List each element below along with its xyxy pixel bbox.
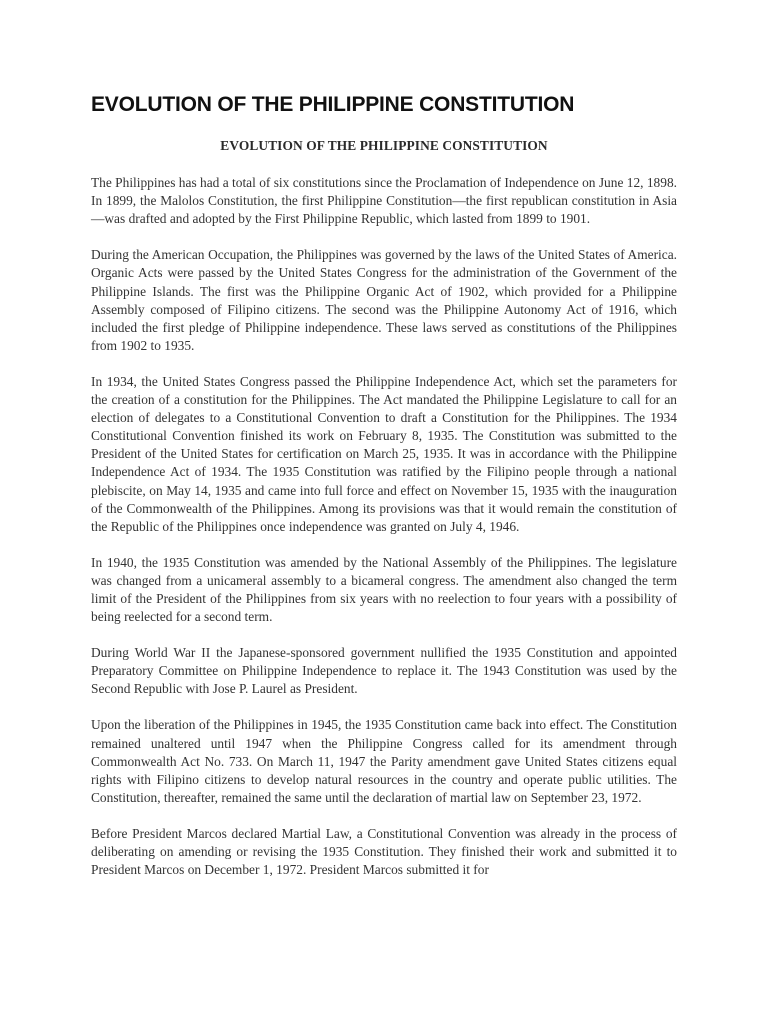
paragraph-5: During World War II the Japanese-sponsored government nullified the 1935 Constitution and appointed Preparatory Committee on Philippine Independence to replace it. The 1943 Constitution was used by the Second Republic with Jose P. Laurel as President. xyxy=(91,645,677,697)
document-subtitle: EVOLUTION OF THE PHILIPPINE CONSTITUTION xyxy=(220,138,548,153)
document-title: EVOLUTION OF THE PHILIPPINE CONSTITUTION xyxy=(91,93,575,116)
paragraph-6: Upon the liberation of the Philippines in 1945, the 1935 Constitution came back into effect. The Constitution remained unaltered until 1947 when the Philippine Congress called for its amendment through Commonwealth Act No. 733. On March 11, 1947 the Parity amendment gave United States citizens equal rights with Filipino citizens to develop natural resources in the country and operate public utilities. The Constitution, thereafter, remained the same until the declaration of martial law on September 23, 1972. xyxy=(91,717,677,805)
paragraph-2: During the American Occupation, the Philippines was governed by the laws of the United States of America. Organic Acts were passed by the United States Congress for the administration of the Government of the Philippine Islands. The first was the Philippine Organic Act of 1902, which provided for a Philippine Assembly composed of Filipino citizens. The second was the Philippine Autonomy Act of 1916, which included the first pledge of Philippine independence. These laws served as constitutions of the Philippines from 1902 to 1935. xyxy=(91,247,677,353)
paragraph-1: The Philippines has had a total of six constitutions since the Proclamation of Independence on June 12, 1898. In 1899, the Malolos Constitution, the first Philippine Constitution—the first republican constitution in Asia—was drafted and adopted by the First Philippine Republic, which lasted from 1899 to 1901. xyxy=(91,175,677,227)
document-body xyxy=(91,137,677,897)
paragraph-4: In 1940, the 1935 Constitution was amended by the National Assembly of the Philippines. The legislature was changed from a unicameral assembly to a bicameral congress. The amendment also changed the term limit of the President of the Philippines from six years with no reelection to four years with a possibility of being reelected for a second term. xyxy=(91,554,677,625)
paragraph-7: Before President Marcos declared Martial Law, a Constitutional Convention was already in the process of deliberating on amending or revising the 1935 Constitution. They finished their work and submitted it to President Marcos on December 1, 1972. President Marcos submitted it for xyxy=(91,825,677,878)
paragraph-3: In 1934, the United States Congress passed the Philippine Independence Act, which set the parameters for the creation of a constitution for the Philippines. The Act mandated the Philippine Legislature to call for an election of delegates to a Constitutional Convention to draft a Constitution for the Philippines. The 1934 Constitutional Convention finished its work on February 8, 1935. The Constitution was submitted to the President of the United States for certification on March 25, 1935. It was in accordance with the Philippine Independence Act of 1934. The 1935 Constitution was ratified by the Filipino people through a national plebiscite, on May 14, 1935 and came into full force and effect on November 15, 1935 with the inauguration of the Commonwealth of the Philippines. Among its provisions was that it would remain the constitution of the Republic of the Philippines once independence was granted on July 4, 1946. xyxy=(91,373,677,534)
